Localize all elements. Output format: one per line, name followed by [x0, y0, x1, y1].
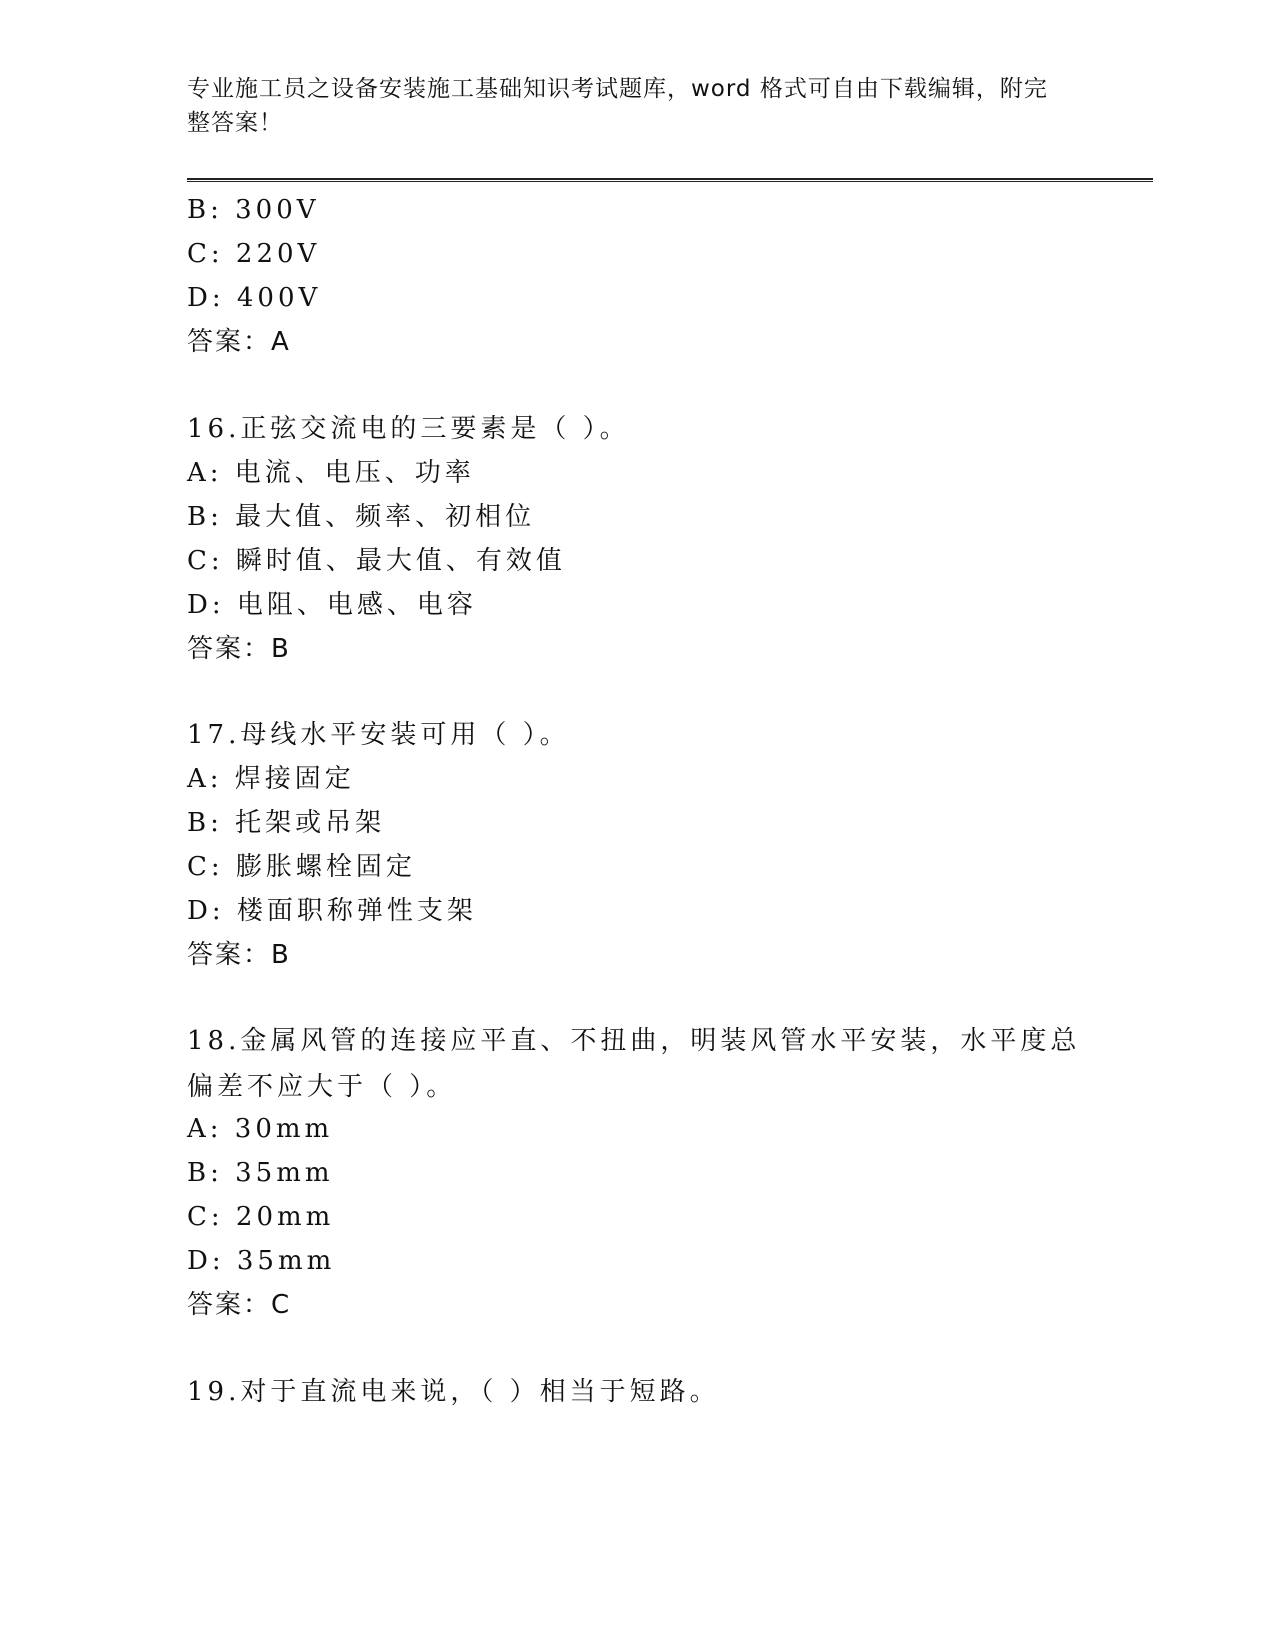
document-header: 专业施工员之设备安装施工基础知识考试题库，word 格式可自由下载编辑，附完整答案！	[187, 76, 1048, 136]
question-16: 16.正弦交流电的三要素是（ ）。	[187, 414, 630, 444]
option-d: D: 400V	[187, 283, 322, 313]
option-c: C: 瞬时值、最大值、有效值	[187, 546, 566, 576]
option-b: B: 300V	[187, 195, 320, 225]
option-d: D: 楼面职称弹性支架	[187, 896, 477, 926]
option-b: B: 35mm	[187, 1158, 334, 1188]
option-b: B: 最大值、频率、初相位	[187, 502, 536, 532]
answer: 答案：C	[187, 1290, 292, 1320]
question-18: 18.金属风管的连接应平直、不扭曲，明装风管水平安装，水平度总偏差不应大于（ ）。	[187, 1026, 1081, 1102]
option-a: A: 焊接固定	[187, 764, 355, 794]
question-19: 19.对于直流电来说，（ ）相当于短路。	[187, 1377, 720, 1407]
option-a: A: 电流、电压、功率	[187, 458, 475, 488]
question-17: 17.母线水平安装可用（ ）。	[187, 720, 570, 750]
option-c: C: 20mm	[187, 1202, 335, 1232]
option-a: A: 30mm	[187, 1114, 334, 1144]
answer: 答案：B	[187, 634, 291, 664]
answer: 答案：B	[187, 940, 291, 970]
option-c: C: 220V	[187, 239, 321, 269]
option-b: B: 托架或吊架	[187, 808, 386, 838]
option-d: D: 35mm	[187, 1246, 336, 1276]
answer: 答案：A	[187, 327, 291, 357]
option-d: D: 电阻、电感、电容	[187, 590, 477, 620]
header-divider	[187, 178, 1153, 182]
option-c: C: 膨胀螺栓固定	[187, 852, 416, 882]
